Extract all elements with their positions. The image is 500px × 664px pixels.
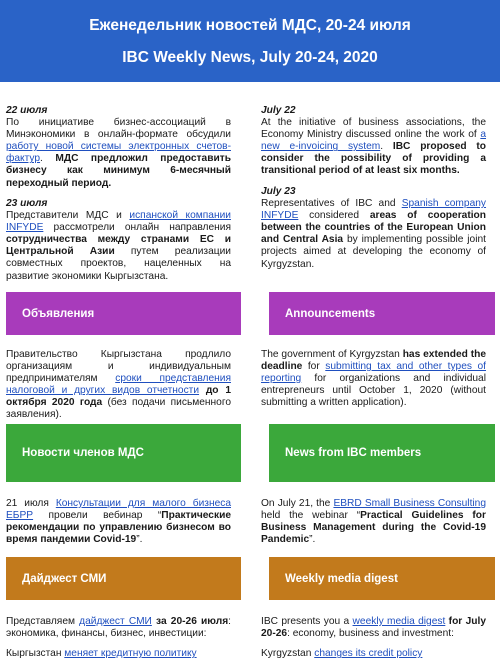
digest-link[interactable]: дайджест СМИ xyxy=(79,616,152,627)
news-text: По инициативе бизнес-ассоциаций в Минэкономики в онлайн-формате обсудили xyxy=(6,117,231,141)
digest-line xyxy=(261,648,486,660)
media-digest-en xyxy=(261,616,486,660)
news-text: At the initiative of business associations, the Economy Ministry discussed online the work of xyxy=(261,117,486,141)
member-news-text: On July 21, the xyxy=(261,498,334,509)
digest-link[interactable]: меняет кредитную политику xyxy=(64,648,197,660)
media-digest-ru xyxy=(6,616,231,660)
announcement-text: for organizations and individual entrepreneurs until October 1, 2020 (without submitting a written application). xyxy=(261,373,486,409)
section-banner-announcements-en: Announcements xyxy=(269,292,495,335)
member-news-ru xyxy=(6,498,231,546)
news-date: July 22 xyxy=(261,105,296,116)
section-banner-members-en: News from IBC members xyxy=(269,424,495,482)
news-link[interactable]: Spanish company INFYDE xyxy=(261,198,487,222)
member-news-text: held the webinar “ xyxy=(261,510,361,522)
news-link[interactable]: испанской компании INFYDE xyxy=(6,210,231,234)
news-bold-text: сотрудничества между странами ЕС и Центральной Азии xyxy=(6,234,231,258)
news-item-ru-1 xyxy=(6,105,231,190)
section-banner-digest-en: Weekly media digest xyxy=(269,557,495,600)
member-news-link[interactable]: EBRD Small Business Consulting xyxy=(333,498,486,509)
news-item-en-2 xyxy=(261,186,486,271)
newsletter-header xyxy=(0,0,500,82)
news-text: путем реализации совместных проектов, нацеленных на развитие экономики Кыргызстана. xyxy=(6,246,231,282)
digest-text: Kyrgyzstan xyxy=(261,648,315,660)
digest-text: Кыргызстан xyxy=(6,648,65,660)
digest-text: IBC presents you a xyxy=(261,616,353,627)
member-news-text: ”. xyxy=(309,534,316,546)
digest-bold-text: for July 20-26 xyxy=(261,616,486,640)
announcement-link[interactable]: сроки представления налоговой и других видов отчетности xyxy=(6,373,231,397)
digest-link[interactable]: changes its credit policy xyxy=(314,648,423,660)
news-link[interactable]: a new e-invoicing system xyxy=(261,129,486,153)
announcement-text: Правительство Кыргызстана продлило организациям и индивидуальным предпринимателям xyxy=(6,349,231,385)
news-text: . xyxy=(40,153,56,165)
title-ru: Еженедельник новостей МДС, 20-24 июля xyxy=(89,17,411,34)
announcement-text: for xyxy=(302,361,326,373)
section-banner-announcements-ru: Объявления xyxy=(6,292,241,335)
news-date: 23 июля xyxy=(6,198,48,209)
digest-text: : economy, business and investment: xyxy=(287,628,454,640)
member-news-text: ”. xyxy=(136,534,143,546)
news-text: Representatives of IBC and xyxy=(261,198,402,210)
announcement-link[interactable]: submitting tax and other types of reporting xyxy=(261,361,486,385)
news-text: considered xyxy=(298,210,370,222)
announcement-text: The government of Kyrgyzstan xyxy=(261,349,403,360)
member-news-bold-text: Практические рекомендации по управлению бизнесом во время пандемии Covid-19 xyxy=(6,510,231,546)
digest-line xyxy=(6,648,231,660)
news-bold-text: IBC proposed to consider the possibility of providing a transitional period of at least six months. xyxy=(261,141,487,177)
digest-text: : экономика, финансы, бизнес, инвестиции: xyxy=(6,616,231,640)
digest-link[interactable]: weekly media digest xyxy=(352,616,446,627)
member-news-text: провели вебинар “ xyxy=(33,510,162,522)
news-bold-text: areas of cooperation between the countries of the European Union and Central Asia xyxy=(261,210,486,246)
section-banner-members-ru: Новости членов МДС xyxy=(6,424,241,482)
member-news-link[interactable]: Консультации для малого бизнеса ЕБРР xyxy=(6,498,231,522)
digest-bold-text: за 20-26 июля xyxy=(151,616,229,627)
member-news-en xyxy=(261,498,486,546)
news-text: . xyxy=(380,141,393,153)
member-news-bold-text: Practical Guidelines for Business Management during the Covid-19 Pandemic xyxy=(261,510,486,546)
news-item-en-1 xyxy=(261,105,486,178)
title-en: IBC Weekly News, July 20-24, 2020 xyxy=(122,49,378,66)
news-text: рассмотрели онлайн направления xyxy=(43,222,231,234)
announcement-ru xyxy=(6,349,231,422)
announcement-en xyxy=(261,349,486,409)
news-item-ru-2 xyxy=(6,198,231,283)
news-date: July 23 xyxy=(261,186,296,197)
news-text: Представители МДС и xyxy=(6,210,130,222)
news-date: 22 июля xyxy=(6,105,48,116)
section-banner-digest-ru: Дайджест СМИ xyxy=(6,557,241,600)
news-bold-text: МДС предложил предоставить бизнесу как минимум 6-месячный переходный период. xyxy=(6,153,231,189)
news-link[interactable]: работу новой системы электронных счетов-фактур xyxy=(6,141,231,165)
announcement-bold-text: has extended the deadline xyxy=(261,349,486,373)
member-news-text: 21 июля xyxy=(6,498,56,509)
news-text: by implementing possible joint projects aimed at developing the economy of Kyrgyzstan. xyxy=(261,234,486,270)
announcement-text: (без подачи письменного заявления). xyxy=(6,397,231,421)
digest-text: Представляем xyxy=(6,616,80,627)
announcement-bold-text: до 1 октября 2020 года xyxy=(6,385,231,409)
